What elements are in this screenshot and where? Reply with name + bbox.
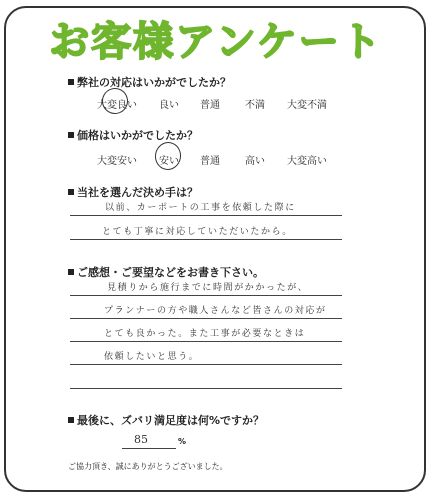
answer-rule — [70, 295, 342, 296]
question-3-label: 当社を選んだ決め手は？ — [77, 186, 198, 199]
q2-option-2[interactable]: 安い — [159, 156, 179, 167]
q4-answer-line-2: プランナーの方や職人さんなど皆さんの対応が — [104, 306, 327, 316]
survey-title: お客様アンケート — [49, 19, 383, 65]
q1-option-4[interactable]: 不満 — [245, 100, 265, 111]
q1-option-2[interactable]: 良い — [159, 100, 179, 111]
square-bullet-icon — [68, 79, 74, 85]
q1-option-3[interactable]: 普通 — [200, 100, 220, 111]
question-1-label: 弊社の対応はいかがでしたか？ — [77, 76, 231, 89]
q2-option-1[interactable]: 大変安い — [97, 156, 137, 167]
thank-you-note: ご協力頂き、誠にありがとうございました。 — [68, 462, 228, 471]
answer-rule — [70, 364, 342, 365]
answer-rule — [70, 341, 342, 342]
square-bullet-icon — [68, 417, 74, 423]
question-2 — [68, 127, 198, 143]
q4-answer-line-4: 依頼したいと思う。 — [104, 352, 200, 362]
question-2-label: 価格はいかがでしたか？ — [77, 129, 198, 142]
q3-answer-line-1: 以前、カーポートの工事を依頼した際に — [105, 203, 296, 213]
q4-answer-line-1: 見積りから施行までに時間がかかったが、 — [107, 283, 309, 293]
question-5-label: 最後に、ズバリ満足度は何%ですか？ — [77, 414, 265, 427]
q2-option-4[interactable]: 高い — [245, 156, 265, 167]
q2-option-5[interactable]: 大変高い — [287, 156, 327, 167]
question-5 — [68, 412, 264, 428]
q3-answer-line-2: とても丁寧に対応していただいたから。 — [102, 227, 293, 237]
q1-option-1[interactable]: 大変良い — [97, 100, 137, 111]
square-bullet-icon — [68, 269, 74, 275]
question-3 — [68, 184, 198, 200]
satisfaction-value: 85 — [134, 433, 148, 446]
question-1 — [68, 74, 231, 90]
question-4 — [68, 264, 264, 280]
answer-rule — [70, 318, 342, 319]
percent-unit: % — [178, 437, 187, 446]
square-bullet-icon — [68, 132, 74, 138]
answer-rule — [70, 215, 342, 216]
answer-rule — [70, 388, 342, 389]
answer-rule — [70, 239, 342, 240]
question-4-label: ご感想・ご要望などをお書き下さい。 — [77, 266, 264, 279]
satisfaction-underline — [122, 448, 176, 449]
q4-answer-line-3: とても良かった。また工事が必要なときは — [104, 329, 306, 339]
q1-option-5[interactable]: 大変不満 — [287, 100, 327, 111]
square-bullet-icon — [68, 189, 74, 195]
q2-option-3[interactable]: 普通 — [200, 156, 220, 167]
